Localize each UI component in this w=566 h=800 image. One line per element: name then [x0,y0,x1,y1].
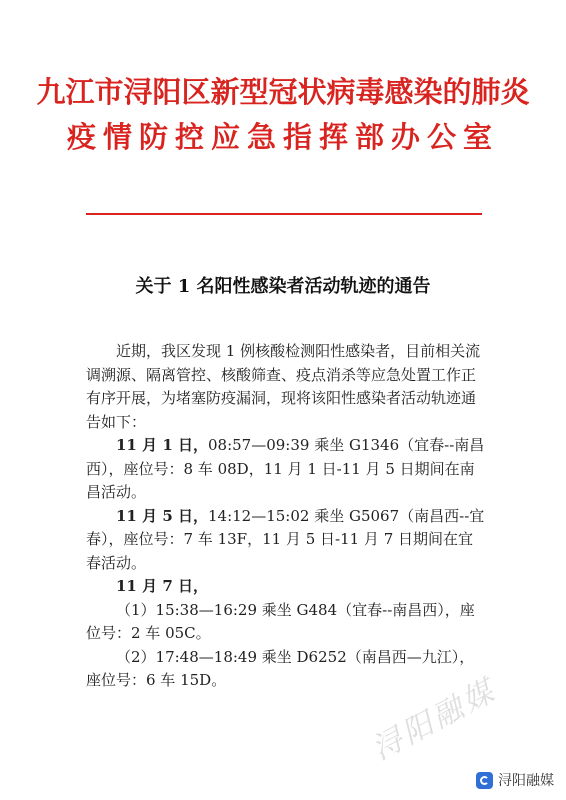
entry-paragraph [86,434,486,505]
entry-text: 14:12—15:02 乘坐 G5067（南昌西--宜春），座位号：7 车 13F，11 月 5 日-11 月 7 日期间在宜春活动。 [86,506,485,572]
entry-paragraph [86,505,486,576]
sub-entry: （1）15:38—16:29 乘坐 G484（宜春--南昌西），座位号：2 车 05C。 [86,600,475,642]
intro-paragraph: 近期，我区发现 1 例核酸检测阳性感染者，目前相关流调溯源、隔离管控、核酸筛查、疫点消杀等应急处置工作正有序开展，为堵塞防疫漏洞，现将该阳性感染者活动轨迹通告如下： [86,342,481,431]
entry-paragraph [86,575,486,599]
brand-logo [476,770,554,790]
notice-title: 关于 1 名阳性感染者活动轨迹的通告 [135,276,431,297]
xunyang-media-logo-icon [476,772,493,789]
logo-text: 浔阳融媒 [498,773,554,789]
header-line-2: 疫情防控应急指挥部办公室 [66,120,499,154]
notice-body [86,340,486,693]
sub-entry: （2）17:48—18:49 乘坐 D6252（南昌西—九江），座位号：6 车 15D。 [86,647,475,689]
issuing-office-header [0,70,566,160]
entry-date: 11 月 1 日， [116,436,208,454]
entry-text: 08:57—09:39 乘坐 G1346（宜春--南昌西），座位号：8 车 08D，11 月 1 日-11 月 5 日期间在南昌活动。 [86,436,485,501]
red-divider-rule [86,213,482,215]
watermark: 浔阳融媒 [366,672,503,768]
entry-date: 11 月 5 日， [116,506,208,525]
entry-date: 11 月 7 日， [116,577,208,595]
header-line-1: 九江市浔阳区新型冠状病毒感染的肺炎 [36,75,530,109]
